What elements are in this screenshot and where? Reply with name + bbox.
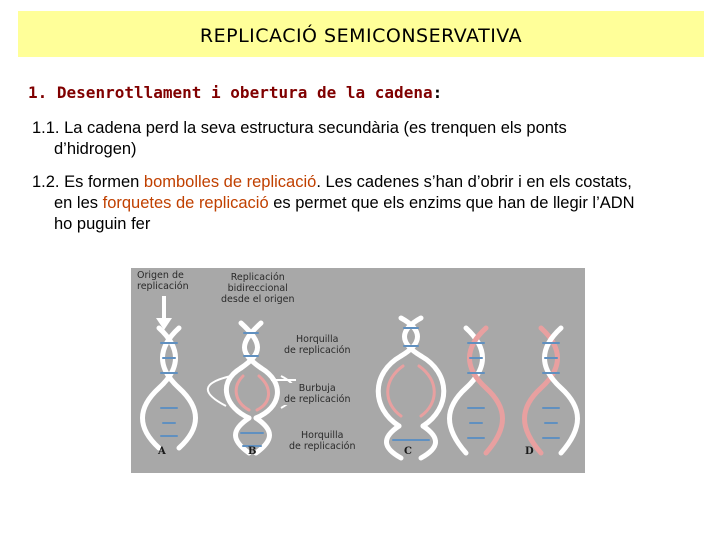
- point-2-text-b: . Les cadenes s’han d’obrir i en els costats,: [316, 173, 632, 191]
- panel-letter-c: C: [404, 446, 412, 457]
- point-2-text-a: 1.2. Es formen: [32, 173, 144, 191]
- label-origin-line-2: replicación: [137, 281, 189, 292]
- label-bidirectional-line-3: desde el origen: [221, 294, 295, 305]
- label-origin: [137, 270, 189, 292]
- highlight-replication-bubbles: bombolles de replicació: [143, 173, 317, 191]
- slide-title: REPLICACIÓ SEMICONSERVATIVA: [199, 25, 523, 47]
- panel-letter-a: A: [158, 446, 166, 457]
- highlight-replication-forks: forquetes de replicació: [102, 194, 269, 212]
- label-bidirectional-line-2: bidireccional: [227, 283, 288, 294]
- section-heading: [28, 83, 442, 102]
- point-1-line-2: d’hidrogen): [54, 140, 137, 158]
- label-fork-bottom: [289, 430, 356, 452]
- point-2-text-d: es permet que els enzims que han de llegir l’ADN: [268, 194, 635, 212]
- panel-letter-b: B: [248, 446, 257, 457]
- point-2-line-3: ho puguin fer: [54, 215, 151, 233]
- label-fork-bottom-line-2: de replicación: [289, 441, 356, 452]
- label-bidirectional-line-1: Replicación: [230, 272, 285, 283]
- origin-arrow: [156, 296, 172, 330]
- panel-c-helix: [378, 318, 444, 458]
- title-banner: [18, 11, 704, 57]
- heading-number: 1.: [28, 83, 48, 102]
- bidirectional-arrows: [208, 376, 296, 408]
- label-origin-line-1: Origen de: [137, 270, 184, 281]
- point-2: [32, 172, 702, 235]
- label-fork-top-line-1: Horquilla: [296, 334, 339, 345]
- panel-d-helix-1: [450, 328, 503, 453]
- replication-figure: [131, 268, 585, 473]
- panel-b-helix: [226, 323, 277, 453]
- label-fork-top-line-2: de replicación: [284, 345, 351, 356]
- replication-diagram: [131, 268, 585, 473]
- point-1-line-1: 1.1. La cadena perd la seva estructura secundària (es trenquen els ponts: [32, 119, 567, 137]
- panel-letter-d: D: [525, 446, 534, 457]
- label-bubble-line-1: Burbuja: [298, 383, 336, 394]
- label-fork-bottom-line-1: Horquilla: [301, 430, 344, 441]
- label-fork-top: [284, 334, 351, 356]
- panel-a-helix: [143, 328, 196, 448]
- point-2-line-2: [32, 193, 702, 214]
- label-bidirectional: [221, 272, 294, 305]
- point-2-text-c: en les: [54, 194, 103, 212]
- heading-colon: :: [432, 83, 443, 102]
- heading-text: Desenrotllament i obertura de la cadena: [56, 83, 433, 102]
- label-bubble-line-2: de replicación: [284, 394, 351, 405]
- point-1: [32, 118, 702, 160]
- panel-d-helix-2: [525, 328, 578, 453]
- label-bubble: [284, 383, 351, 405]
